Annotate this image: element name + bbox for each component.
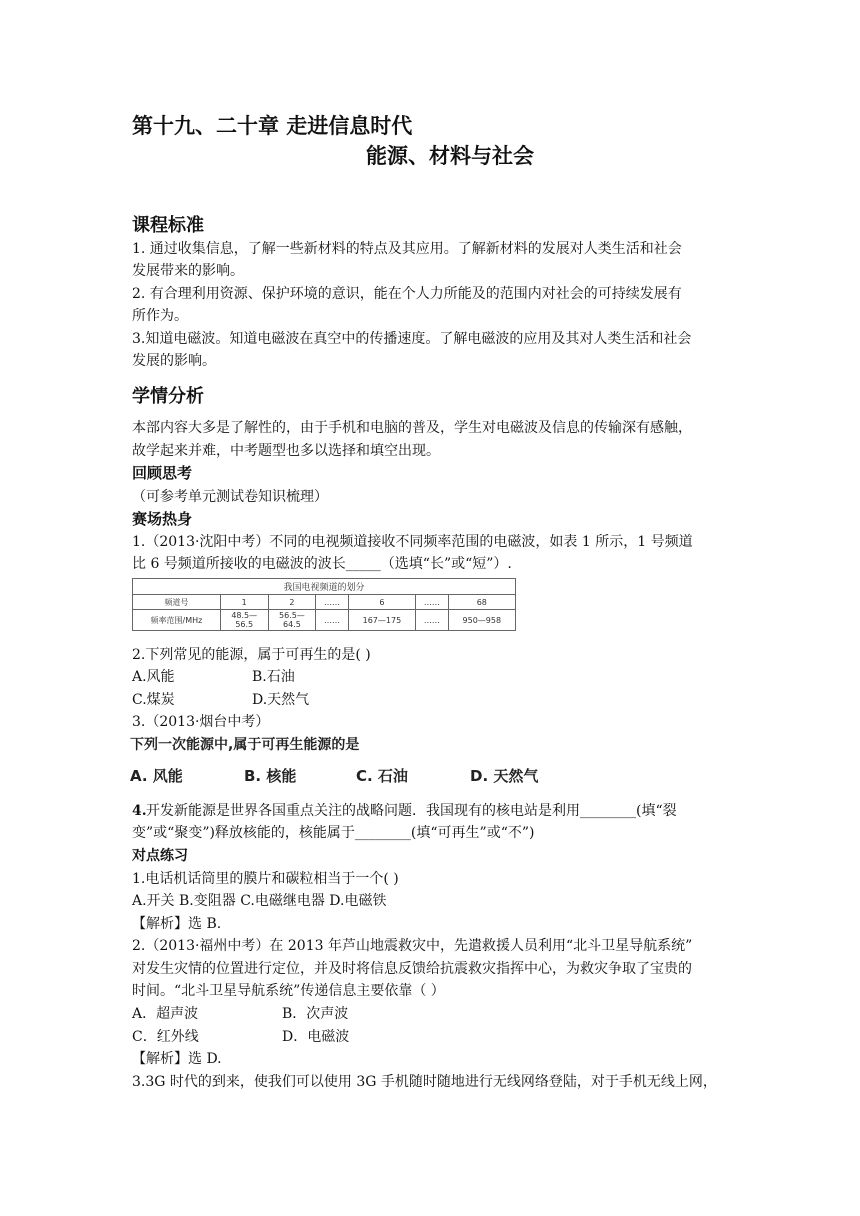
warmup-q2-option: B.石油 (252, 669, 295, 685)
table-cell: …… (416, 610, 448, 631)
warmup-heading: 赛场热身 (132, 510, 193, 528)
table-caption: 我国电视频道的划分 (133, 579, 516, 595)
curriculum-line: 3.知道电磁波。知道电磁波在真空中的传播速度。了解电磁波的应用及其对人类生活和社会 (132, 331, 692, 347)
table-cell-part: 64.5 (282, 620, 301, 629)
practice-q2-line: 时间。“北斗卫星导航系统”传递信息主要依靠（ ） (132, 983, 445, 999)
table-cell: 频道号 (133, 595, 221, 610)
practice-q2-option: D．电磁波 (282, 1029, 350, 1045)
table-cell: …… (416, 595, 448, 610)
table-cell (268, 610, 316, 631)
warmup-q2-option: C.煤炭 (132, 692, 175, 708)
table-cell-part: 48.5— (231, 611, 258, 620)
table-cell: 6 (348, 595, 415, 610)
q3-image-stem: 下列一次能源中,属于可再生能源的是 (130, 737, 360, 753)
table-cell-part: 56.5— (278, 611, 305, 620)
q3-image-option: C. 石油 (356, 767, 408, 785)
practice-q2-line: 对发生灾情的位置进行定位，并及时将信息反馈给抗震救灾指挥中心，为救灾争取了宝贵的 (132, 961, 692, 977)
table-cell: 频率范围/MHz (133, 610, 221, 631)
practice-heading: 对点练习 (132, 848, 188, 864)
practice-q1-options: A.开关 B.变阻器 C.电磁继电器 D.电磁铁 (132, 893, 387, 909)
practice-q2-option: C．红外线 (132, 1029, 199, 1045)
warmup-q1-line: 比 6 号频道所接收的电磁波的波长_____（选填“长”或“短”）. (132, 556, 512, 572)
document-title-line2: 能源、材料与社会 (366, 144, 534, 168)
table-cell: …… (316, 610, 348, 631)
q3-scanned-image (130, 732, 570, 794)
practice-q3: 3.3G 时代的到来，使我们可以使用 3G 手机随时随地进行无线网络登陆，对于手机无线上网， (132, 1074, 717, 1090)
warmup-q1-line: 1.（2013·沈阳中考）不同的电视频道接收不同频率范围的电磁波，如表 1 所示，1 号频道 (132, 534, 693, 550)
curriculum-heading: 课程标准 (132, 215, 204, 236)
practice-q1: 1.电话机话筒里的膜片和碳粒相当于一个( ) (132, 871, 399, 887)
warmup-q2-option: D.天然气 (252, 692, 310, 708)
analysis-heading: 学情分析 (132, 386, 204, 407)
q3-image-option: B. 核能 (244, 767, 297, 785)
warmup-q4-number: 4. (132, 803, 147, 819)
analysis-line: 本部内容大多是了解性的，由于手机和电脑的普及，学生对电磁波及信息的传输深有感触， (132, 420, 692, 436)
curriculum-line: 2. 有合理利用资源、保护环境的意识，能在个人力所能及的范围内对社会的可持续发展有 (132, 286, 682, 302)
curriculum-line: 发展带来的影响。 (132, 263, 244, 279)
practice-q1-answer: 【解析】选 B. (132, 916, 222, 932)
q3-image-option: D. 天然气 (470, 767, 539, 785)
table-cell: 1 (220, 595, 268, 610)
warmup-q4-line: 变”或“聚变”)释放核能的，核能属于________(填“可再生”或“不”) (132, 825, 535, 841)
review-heading: 回顾思考 (132, 464, 193, 482)
table-cell: 950—958 (448, 610, 515, 631)
review-note: （可参考单元测试卷知识梳理） (132, 489, 328, 505)
table-cell: 167—175 (348, 610, 415, 631)
practice-q2-line: 2.（2013·福州中考）在 2013 年芦山地震救灾中，先遣救援人员利用“北斗卫星导航系统” (132, 938, 693, 954)
curriculum-line: 所作为。 (132, 308, 188, 324)
table-cell: 68 (448, 595, 515, 610)
table-cell: …… (316, 595, 348, 610)
warmup-q2: 2.下列常见的能源，属于可再生的是( ) (132, 647, 371, 663)
table-cell: 2 (268, 595, 316, 610)
document-title-line1: 第十九、二十章 走进信息时代 (132, 114, 413, 138)
table-cell-part: 56.5 (235, 620, 254, 629)
practice-q2-option: B．次声波 (282, 1006, 349, 1022)
warmup-q4-line: 开发新能源是世界各国重点关注的战略问题．我国现有的核电站是利用________(填“裂 (146, 803, 677, 819)
curriculum-line: 1. 通过收集信息，了解一些新材料的特点及其应用。了解新材料的发展对人类生活和社会 (132, 241, 682, 257)
tv-channel-table (132, 578, 516, 631)
warmup-q2-option: A.风能 (132, 669, 175, 685)
analysis-line: 故学起来并难，中考题型也多以选择和填空出现。 (132, 443, 440, 459)
practice-q2-option: A．超声波 (132, 1006, 199, 1022)
q3-image-option: A. 风能 (130, 767, 183, 785)
warmup-q3: 3.（2013·烟台中考） (132, 714, 270, 730)
practice-q2-answer: 【解析】选 D. (132, 1051, 222, 1067)
curriculum-line: 发展的影响。 (132, 353, 216, 369)
table-cell (220, 610, 268, 631)
